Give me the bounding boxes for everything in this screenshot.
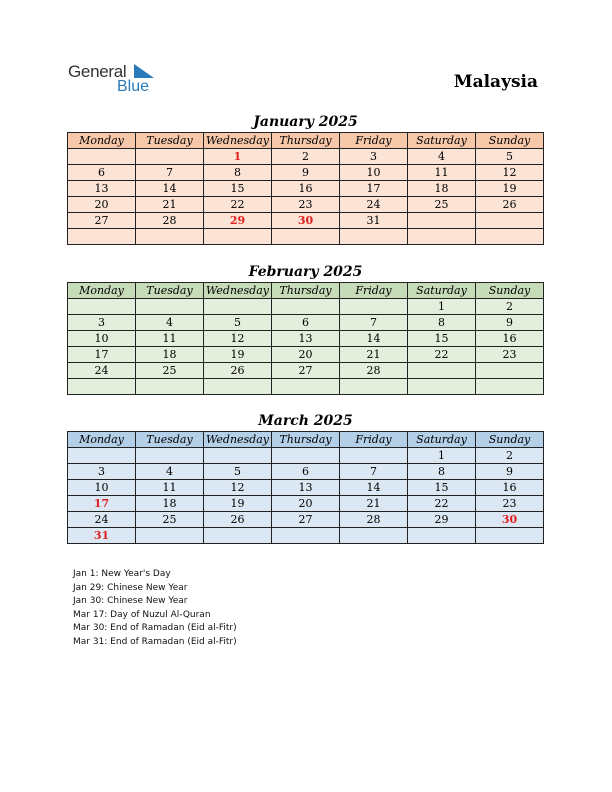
day-cell: 28 bbox=[340, 512, 408, 528]
day-cell: 11 bbox=[408, 165, 476, 181]
weekday-header: Wednesday bbox=[204, 133, 272, 149]
holiday-entry: Mar 31: End of Ramadan (Eid al-Fitr) bbox=[73, 636, 237, 647]
week-row bbox=[68, 496, 544, 512]
week-row bbox=[68, 379, 544, 395]
day-cell: 30 bbox=[476, 512, 544, 528]
weekday-header: Wednesday bbox=[204, 283, 272, 299]
holiday-entry: Mar 30: End of Ramadan (Eid al-Fitr) bbox=[73, 623, 237, 633]
month-title: March 2025 bbox=[258, 413, 353, 429]
day-cell: 21 bbox=[136, 197, 204, 213]
day-cell: 15 bbox=[204, 181, 272, 197]
month-march bbox=[67, 411, 544, 544]
month-january bbox=[67, 112, 544, 245]
weekday-header: Saturday bbox=[408, 133, 476, 149]
day-cell: 24 bbox=[340, 197, 408, 213]
day-cell bbox=[408, 363, 476, 379]
day-cell: 28 bbox=[340, 363, 408, 379]
day-cell: 14 bbox=[340, 480, 408, 496]
day-cell bbox=[408, 229, 476, 245]
day-cell: 9 bbox=[476, 315, 544, 331]
day-cell: 28 bbox=[136, 213, 204, 229]
day-cell: 31 bbox=[340, 213, 408, 229]
day-cell: 5 bbox=[204, 464, 272, 480]
weekday-header-row bbox=[68, 283, 544, 299]
weekday-header: Tuesday bbox=[136, 133, 204, 149]
day-cell: 27 bbox=[272, 512, 340, 528]
day-cell: 3 bbox=[68, 464, 136, 480]
day-cell bbox=[204, 299, 272, 315]
day-cell: 8 bbox=[204, 165, 272, 181]
weekday-header: Wednesday bbox=[204, 432, 272, 448]
day-cell: 11 bbox=[136, 480, 204, 496]
day-cell bbox=[136, 229, 204, 245]
day-cell bbox=[136, 299, 204, 315]
day-cell: 29 bbox=[204, 213, 272, 229]
week-row bbox=[68, 213, 544, 229]
day-cell: 2 bbox=[272, 149, 340, 165]
week-row bbox=[68, 299, 544, 315]
generalblue-logo bbox=[68, 60, 168, 96]
day-cell: 2 bbox=[476, 299, 544, 315]
day-cell bbox=[340, 448, 408, 464]
day-cell: 9 bbox=[476, 464, 544, 480]
calendar-table bbox=[67, 282, 544, 395]
day-cell: 19 bbox=[476, 181, 544, 197]
week-row bbox=[68, 480, 544, 496]
day-cell: 12 bbox=[204, 331, 272, 347]
day-cell: 3 bbox=[68, 315, 136, 331]
day-cell bbox=[204, 379, 272, 395]
day-cell bbox=[272, 379, 340, 395]
day-cell: 10 bbox=[340, 165, 408, 181]
day-cell: 4 bbox=[136, 315, 204, 331]
day-cell bbox=[476, 528, 544, 544]
day-cell: 25 bbox=[136, 363, 204, 379]
month-title: January 2025 bbox=[253, 114, 358, 130]
day-cell bbox=[136, 528, 204, 544]
day-cell: 27 bbox=[68, 213, 136, 229]
weekday-header: Thursday bbox=[272, 432, 340, 448]
day-cell: 18 bbox=[408, 181, 476, 197]
logo-flag-icon bbox=[134, 64, 154, 78]
day-cell: 10 bbox=[68, 331, 136, 347]
week-row bbox=[68, 197, 544, 213]
day-cell: 11 bbox=[136, 331, 204, 347]
week-row bbox=[68, 448, 544, 464]
day-cell: 14 bbox=[340, 331, 408, 347]
week-row bbox=[68, 331, 544, 347]
week-row bbox=[68, 363, 544, 379]
week-row bbox=[68, 528, 544, 544]
logo-word-blue: Blue bbox=[117, 78, 150, 95]
weekday-header: Thursday bbox=[272, 133, 340, 149]
day-cell: 8 bbox=[408, 464, 476, 480]
weekday-header: Sunday bbox=[476, 283, 544, 299]
day-cell bbox=[204, 448, 272, 464]
day-cell: 18 bbox=[136, 496, 204, 512]
weekday-header: Monday bbox=[68, 283, 136, 299]
day-cell: 2 bbox=[476, 448, 544, 464]
weekday-header: Saturday bbox=[408, 432, 476, 448]
day-cell: 22 bbox=[408, 496, 476, 512]
day-cell: 31 bbox=[68, 528, 136, 544]
day-cell: 22 bbox=[204, 197, 272, 213]
day-cell bbox=[476, 213, 544, 229]
day-cell: 19 bbox=[204, 496, 272, 512]
day-cell: 19 bbox=[204, 347, 272, 363]
week-row bbox=[68, 512, 544, 528]
day-cell bbox=[408, 213, 476, 229]
day-cell: 12 bbox=[204, 480, 272, 496]
day-cell: 7 bbox=[136, 165, 204, 181]
day-cell: 20 bbox=[272, 347, 340, 363]
day-cell: 8 bbox=[408, 315, 476, 331]
weekday-header: Monday bbox=[68, 432, 136, 448]
logo-word-general: General bbox=[68, 62, 127, 81]
day-cell bbox=[204, 229, 272, 245]
day-cell bbox=[340, 229, 408, 245]
day-cell: 16 bbox=[272, 181, 340, 197]
day-cell: 13 bbox=[272, 331, 340, 347]
weekday-header: Monday bbox=[68, 133, 136, 149]
day-cell: 9 bbox=[272, 165, 340, 181]
day-cell bbox=[68, 299, 136, 315]
day-cell: 15 bbox=[408, 331, 476, 347]
day-cell: 16 bbox=[476, 331, 544, 347]
day-cell: 13 bbox=[272, 480, 340, 496]
holiday-entry: Jan 1: New Year's Day bbox=[73, 569, 171, 579]
day-cell: 7 bbox=[340, 464, 408, 480]
weekday-header: Tuesday bbox=[136, 432, 204, 448]
weekday-header: Sunday bbox=[476, 432, 544, 448]
day-cell: 26 bbox=[476, 197, 544, 213]
day-cell: 6 bbox=[272, 315, 340, 331]
day-cell: 21 bbox=[340, 347, 408, 363]
day-cell: 6 bbox=[68, 165, 136, 181]
day-cell: 4 bbox=[136, 464, 204, 480]
week-row bbox=[68, 315, 544, 331]
day-cell: 29 bbox=[408, 512, 476, 528]
week-row bbox=[68, 181, 544, 197]
day-cell: 27 bbox=[272, 363, 340, 379]
day-cell: 25 bbox=[136, 512, 204, 528]
month-february bbox=[67, 262, 544, 395]
day-cell: 5 bbox=[204, 315, 272, 331]
day-cell: 4 bbox=[408, 149, 476, 165]
day-cell bbox=[476, 379, 544, 395]
weekday-header: Sunday bbox=[476, 133, 544, 149]
day-cell bbox=[68, 229, 136, 245]
month-title: February 2025 bbox=[248, 264, 363, 280]
day-cell: 22 bbox=[408, 347, 476, 363]
day-cell: 26 bbox=[204, 363, 272, 379]
day-cell: 25 bbox=[408, 197, 476, 213]
day-cell: 30 bbox=[272, 213, 340, 229]
weekday-header: Thursday bbox=[272, 283, 340, 299]
day-cell: 17 bbox=[340, 181, 408, 197]
day-cell: 6 bbox=[272, 464, 340, 480]
day-cell: 23 bbox=[272, 197, 340, 213]
day-cell bbox=[408, 528, 476, 544]
calendar-table bbox=[67, 132, 544, 245]
day-cell: 1 bbox=[408, 448, 476, 464]
holiday-entry: Jan 29: Chinese New Year bbox=[73, 582, 188, 593]
weekday-header: Saturday bbox=[408, 283, 476, 299]
weekday-header: Friday bbox=[340, 432, 408, 448]
day-cell bbox=[272, 299, 340, 315]
weekday-header: Tuesday bbox=[136, 283, 204, 299]
week-row bbox=[68, 149, 544, 165]
day-cell bbox=[340, 379, 408, 395]
day-cell: 17 bbox=[68, 347, 136, 363]
weekday-header: Friday bbox=[340, 133, 408, 149]
day-cell bbox=[272, 448, 340, 464]
day-cell: 16 bbox=[476, 480, 544, 496]
week-row bbox=[68, 229, 544, 245]
day-cell: 24 bbox=[68, 363, 136, 379]
country-name: Malaysia bbox=[453, 72, 538, 92]
day-cell: 26 bbox=[204, 512, 272, 528]
day-cell: 17 bbox=[68, 496, 136, 512]
day-cell bbox=[68, 149, 136, 165]
day-cell: 3 bbox=[340, 149, 408, 165]
weekday-header-row bbox=[68, 432, 544, 448]
day-cell bbox=[408, 379, 476, 395]
day-cell: 23 bbox=[476, 347, 544, 363]
day-cell bbox=[136, 379, 204, 395]
day-cell bbox=[204, 528, 272, 544]
holiday-entry: Mar 17: Day of Nuzul Al-Quran bbox=[73, 609, 211, 620]
day-cell bbox=[340, 299, 408, 315]
day-cell: 24 bbox=[68, 512, 136, 528]
calendar-table bbox=[67, 431, 544, 544]
day-cell: 7 bbox=[340, 315, 408, 331]
day-cell bbox=[68, 379, 136, 395]
day-cell: 18 bbox=[136, 347, 204, 363]
day-cell: 15 bbox=[408, 480, 476, 496]
day-cell: 1 bbox=[204, 149, 272, 165]
day-cell: 21 bbox=[340, 496, 408, 512]
day-cell: 12 bbox=[476, 165, 544, 181]
day-cell bbox=[136, 448, 204, 464]
day-cell: 13 bbox=[68, 181, 136, 197]
day-cell bbox=[272, 528, 340, 544]
day-cell: 20 bbox=[272, 496, 340, 512]
day-cell bbox=[272, 229, 340, 245]
day-cell: 1 bbox=[408, 299, 476, 315]
day-cell bbox=[68, 448, 136, 464]
day-cell bbox=[476, 229, 544, 245]
weekday-header-row bbox=[68, 133, 544, 149]
holiday-list bbox=[73, 568, 237, 649]
week-row bbox=[68, 165, 544, 181]
week-row bbox=[68, 347, 544, 363]
day-cell bbox=[136, 149, 204, 165]
day-cell: 10 bbox=[68, 480, 136, 496]
day-cell: 23 bbox=[476, 496, 544, 512]
day-cell: 14 bbox=[136, 181, 204, 197]
weekday-header: Friday bbox=[340, 283, 408, 299]
holiday-entry: Jan 30: Chinese New Year bbox=[73, 596, 188, 606]
week-row bbox=[68, 464, 544, 480]
day-cell: 20 bbox=[68, 197, 136, 213]
day-cell: 5 bbox=[476, 149, 544, 165]
day-cell bbox=[476, 363, 544, 379]
day-cell bbox=[340, 528, 408, 544]
